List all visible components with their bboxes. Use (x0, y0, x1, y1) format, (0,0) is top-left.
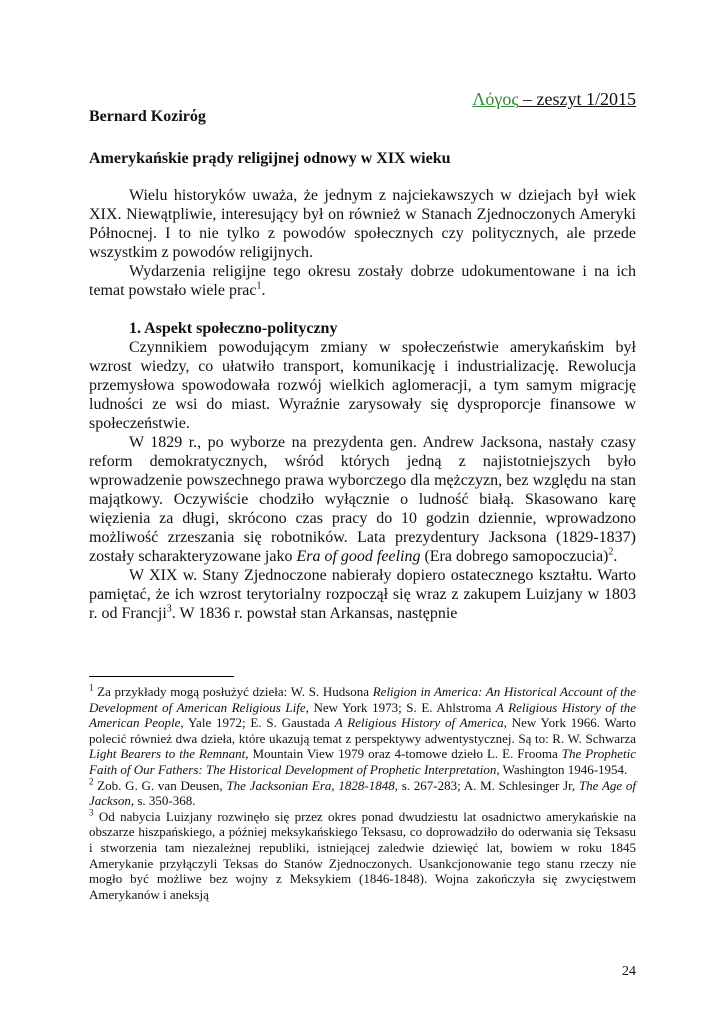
page-number: 24 (622, 964, 636, 979)
footnote-3: $^3$ Od nabycia Luizjany rozwinęło się przez okres ponad dwudziestu lat osadnictwo amerykańskie na obszarze hiszpańskiego, a później meksykańskiego Teksasu, co doprowadziło do oderwania się Teksasu i stworzenia tam niezależnej republiki, istniejącej zaledwie dziewięć lat, bowiem w roku 1845 Amerykanie przyłączyli Teksas do Stanów Zjednoczonych. Usankcjonowanie tego stanu rzeczy nie mogło być możliwe bez wojny z Meksykiem (1846-1848). Wojna zakończyła się zwycięstwem Amerykanów i aneksją (89, 807, 636, 902)
article-title: Amerykańskie prądy religijnej odnowy w XIX wieku (89, 150, 451, 167)
footnote-separator (89, 676, 234, 677)
journal-issue: – zeszyt 1/2015 (518, 89, 636, 109)
section-paragraph-3: W XIX w. Stany Zjednoczone nabierały dopiero ostatecznego kształtu. Warto pamiętać, że ich wzrost terytorialny rozpoczął się wraz z zakupem Luizjany w 1803 r. od Francji$^3$. W 1836 r. powstał stan Arkansas, następnie (89, 567, 636, 622)
journal-name: Λόγος (472, 89, 519, 109)
intro-paragraph-1: Wielu historyków uważa, że jednym z najciekawszych w dziejach był wiek XIX. Niewątpliwie, interesujący był on również w Stanach Zjednoczonych Ameryki Północnej. I to nie tylko z powodów społecznych czy politycznych, ale przede wszystkim z powodów religijnych. (89, 187, 636, 261)
footnote-ref-2: 2 (608, 546, 614, 558)
article-body (89, 186, 636, 623)
section-heading: 1. Aspekt społeczno-polityczny (129, 320, 338, 337)
section-paragraph-2: W 1829 r., po wyborze na prezydenta gen. Andrew Jacksona, nastały czasy reform demokratycznych, wśród których jedną z najistotniejszych było wprowadzenie powszechnego prawa wyborczego dla mężczyzn, bez względu na stan majątkowy. Oczywiście chodziło wyłącznie o ludność białą. Skasowano karę więzienia za długi, skrócono czas pracy do 10 godzin dziennie, wprowadzono możliwość zrzeszania się robotników. Lata prezydentury Jacksona (1829-1837) zostały scharakteryzowane jako Era of good feeling (Era dobrego samopoczucia)$^2$. (89, 434, 636, 565)
footnote-1: $^1$ Za przykłady mogą posłużyć dzieła: W. S. Hudsona Religion in America: An Historical Account of the Development of American Religious Life, New York 1973; S. E. Ahlstroma A Religious History of the American People, Yale 1972; E. S. Gaustada A Religious History of America, New York 1966. Warto polecić również dwa dzieła, które ukazują temat z perspektywy adwentystycznej. Są to: R. W. Schwarza Light Bearers to the Remnant, Mountain View 1979 oraz 4-tomowe dzieło L. E. Frooma The Prophetic Faith of Our Fathers: The Historical Development of Prophetic Interpretation, Washington 1946-1954. (89, 682, 636, 777)
footnotes (89, 684, 636, 902)
footnote-2: $^2$ Zob. G. G. van Deusen, The Jacksonian Era, 1828-1848, s. 267-283; A. M. Schlesinger Jr, The Age of Jackson, s. 350-368. (89, 776, 637, 809)
author-name: Bernard Kozirόg (89, 108, 206, 125)
journal-header (472, 89, 636, 110)
footnote-ref-1: 1 (256, 280, 262, 292)
footnote-ref-3: 3 (166, 603, 172, 615)
intro-paragraph-2: Wydarzenia religijne tego okresu zostały dobrze udokumentowane i na ich temat powstało wiele prac$^1$. (89, 263, 636, 299)
section-paragraph-1: Czynnikiem powodującym zmiany w społeczeństwie amerykańskim był wzrost wiedzy, co ułatwiło transport, komunikację i industrializację. Rewolucja przemysłowa spowodowała rozwój wielkich aglomeracji, a tym samym migrację ludności ze wsi do miast. Wyraźnie zarysowały się dysproporcje finansowe w społeczeństwie. (89, 339, 636, 432)
